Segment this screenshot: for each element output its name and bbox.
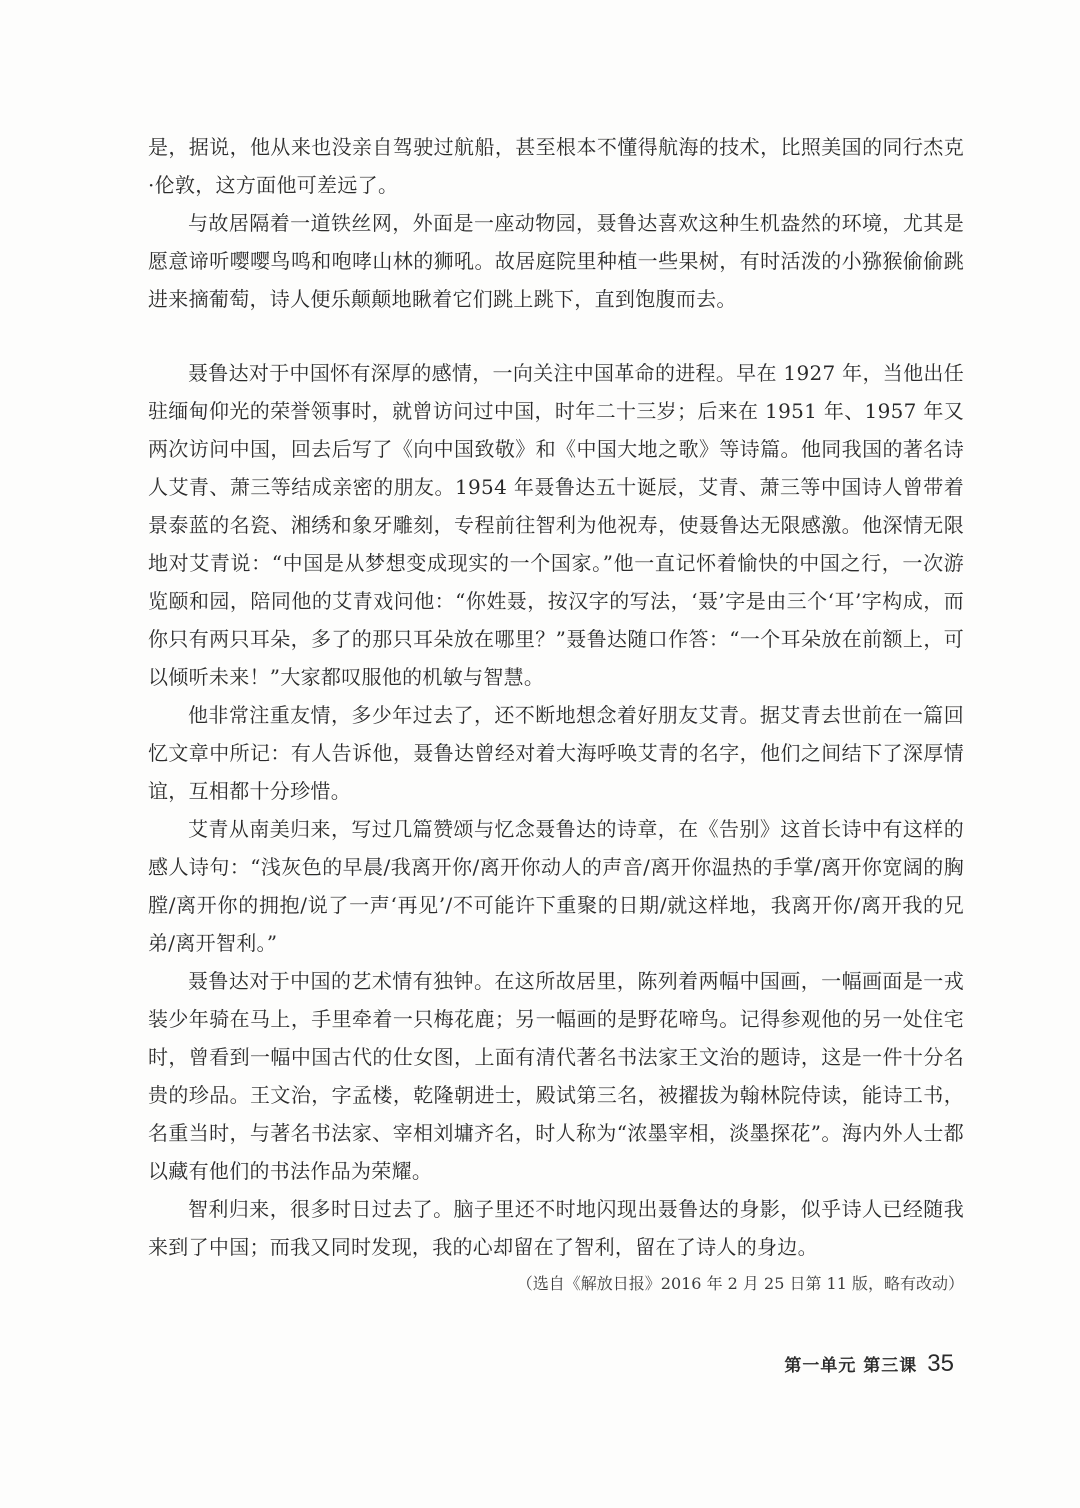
page-footer [784, 1350, 954, 1378]
paragraph-zoo: 与故居隔着一道铁丝网，外面是一座动物园，聂鲁达喜欢这种生机盎然的环境，尤其是愿意谛听嘤嘤鸟鸣和咆哮山林的狮吼。故居庭院里种植一些果树，有时活泼的小猕猴偷偷跳进来摘葡萄，诗人便乐颠颠地瞅着它们跳上跳下，直到饱腹而去。 [148, 211, 964, 311]
section-gap [148, 318, 964, 354]
paragraph-friendship: 他非常注重友情，多少年过去了，还不断地想念着好朋友艾青。据艾青去世前在一篇回忆文章中所记：有人告诉他，聂鲁达曾经对着大海呼唤艾青的名字，他们之间结下了深厚情谊，互相都十分珍惜。 [148, 703, 964, 803]
page-number: 35 [927, 1350, 954, 1377]
paragraph-continued: 是，据说，他从来也没亲自驾驶过航船，甚至根本不懂得航海的技术，比照美国的同行杰克·伦敦，这方面他可差远了。 [148, 135, 964, 197]
paragraph-farewell-poem: 艾青从南美归来，写过几篇赞颂与忆念聂鲁达的诗章，在《告别》这首长诗中有这样的感人诗句：“浅灰色的早晨/我离开你/离开你动人的声音/离开你温热的手掌/离开你宽阔的胸膛/离开你的拥抱/说了一声‘再见’/不可能许下重聚的日期/就这样地，我离开你/离开我的兄弟/离开智利。” [148, 817, 964, 955]
paragraph-return: 智利归来，很多时日过去了。脑子里还不时地闪现出聂鲁达的身影，似乎诗人已经随我来到了中国；而我又同时发现，我的心却留在了智利，留在了诗人的身边。 [148, 1197, 964, 1259]
paragraph-chinese-art: 聂鲁达对于中国的艺术情有独钟。在这所故居里，陈列着两幅中国画，一幅画面是一戎装少年骑在马上，手里牵着一只梅花鹿；另一幅画的是野花啼鸟。记得参观他的另一处住宅时，曾看到一幅中国古代的仕女图，上面有清代著名书法家王文治的题诗，这是一件十分名贵的珍品。王文治，字孟楼，乾隆朝进士，殿试第三名，被擢拔为翰林院侍读，能诗工书，名重当时，与著名书法家、宰相刘墉齐名，时人称为“浓墨宰相，淡墨探花”。海内外人士都以藏有他们的书法作品为荣耀。 [148, 969, 964, 1183]
unit-lesson-label: 第一单元 第三课 [784, 1356, 918, 1376]
article-body [148, 128, 964, 1300]
paragraph-china-visits: 聂鲁达对于中国怀有深厚的感情，一向关注中国革命的进程。早在 1927 年，当他出任驻缅甸仰光的荣誉领事时，就曾访问过中国，时年二十三岁；后来在 1951 年、1957 年又两次访问中国，回去后写了《向中国致敬》和《中国大地之歌》等诗篇。他同我国的著名诗人艾青、萧三等结成亲密的朋友。1954 年聂鲁达五十诞辰，艾青、萧三等中国诗人曾带着景泰蓝的名瓷、湘绣和象牙雕刻，专程前往智利为他祝寿，使聂鲁达无限感激。他深情无限地对艾青说：“中国是从梦想变成现实的一个国家。”他一直记怀着愉快的中国之行，一次游览颐和园，陪同他的艾青戏问他：“你姓聂，按汉字的写法，‘聂’字是由三个‘耳’字构成，而你只有两只耳朵，多了的那只耳朵放在哪里？”聂鲁达随口作答：“一个耳朵放在前额上，可以倾听未来！”大家都叹服他的机敏与智慧。 [148, 361, 964, 689]
source-citation: （选自《解放日报》2016 年 2 月 25 日第 11 版，略有改动） [516, 1274, 964, 1293]
